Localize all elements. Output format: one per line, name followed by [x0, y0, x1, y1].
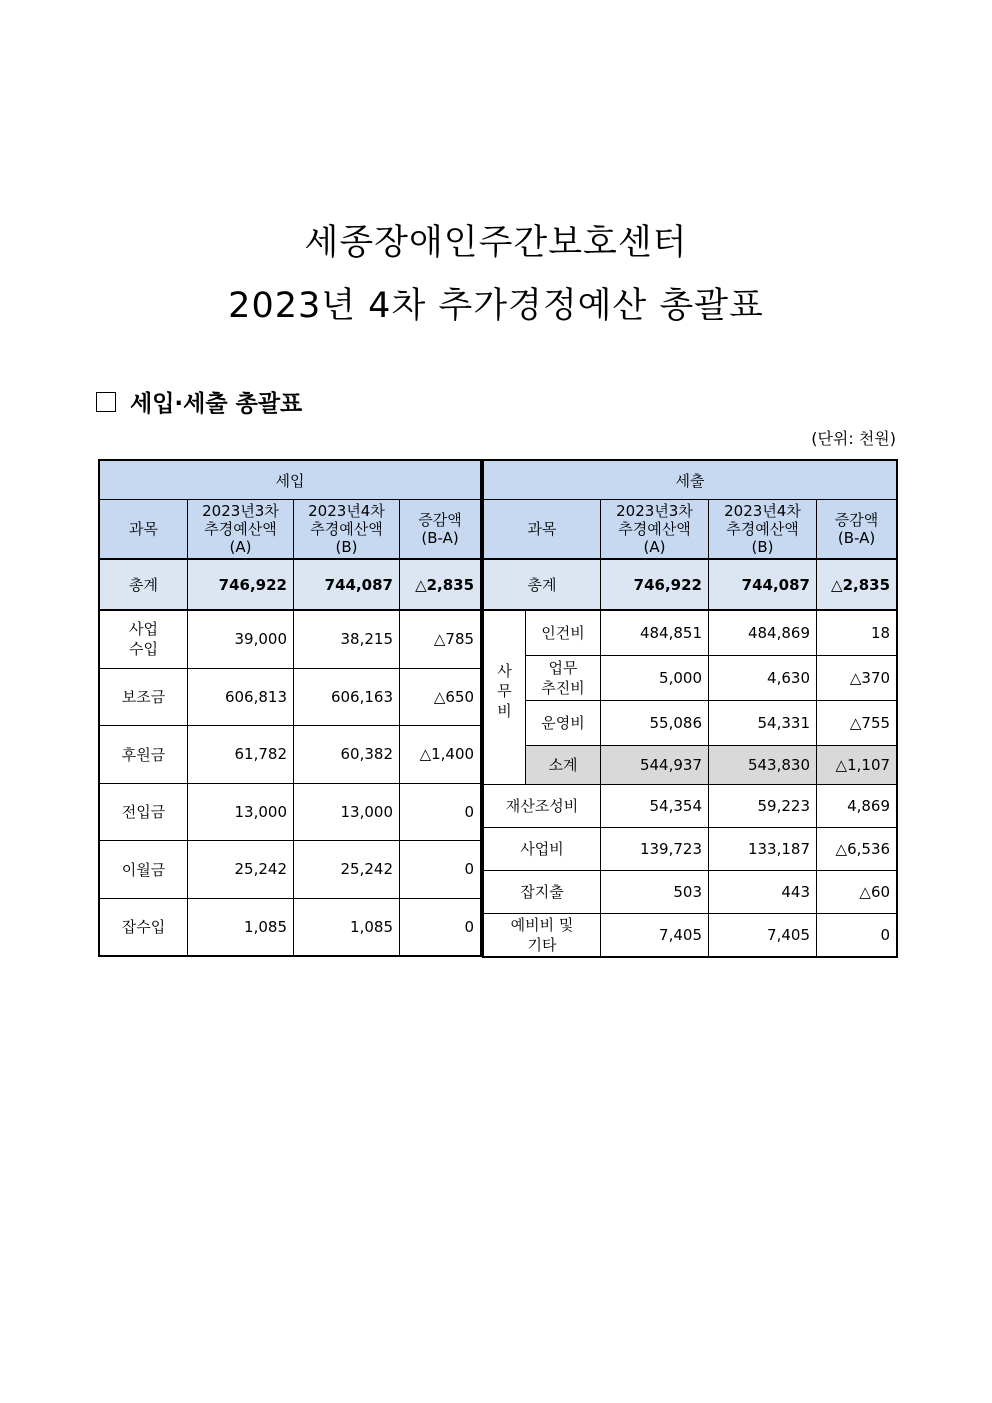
expense-row-label: 업무 추진비: [526, 655, 601, 700]
section-heading: [96, 385, 302, 418]
checkbox-square-icon: [96, 392, 116, 412]
income-table: [99, 460, 481, 956]
section-title: 세입·세출 총괄표: [130, 391, 303, 417]
expense-row-a: 139,723: [601, 827, 709, 870]
expense-row-diff: 4,869: [817, 784, 897, 827]
income-header-diff: 증감액 (B-A): [400, 500, 481, 560]
expense-row-b: 133,187: [709, 827, 817, 870]
income-row-b: 606,163: [294, 668, 400, 725]
income-row-diff: 0: [400, 898, 481, 955]
expense-row-b: 543,830: [709, 745, 817, 784]
table-row: [100, 610, 481, 668]
income-total-a: 746,922: [188, 559, 294, 610]
expense-row-diff: △60: [817, 870, 897, 913]
expense-total-diff: △2,835: [817, 559, 897, 610]
table-row: [100, 668, 481, 725]
income-row-a: 606,813: [188, 668, 294, 725]
unit-label: (단위: 천원): [811, 429, 896, 448]
income-total-label: 총계: [100, 559, 188, 610]
income-row-b: 38,215: [294, 610, 400, 668]
expense-row-b: 484,869: [709, 610, 817, 655]
table-row: [484, 913, 897, 956]
expense-row-a: 544,937: [601, 745, 709, 784]
table-row: [100, 898, 481, 955]
income-row-a: 39,000: [188, 610, 294, 668]
income-row-diff: △1,400: [400, 725, 481, 783]
expense-row-diff: △755: [817, 700, 897, 745]
expense-row-a: 5,000: [601, 655, 709, 700]
income-row-b: 13,000: [294, 783, 400, 840]
expense-header-diff: 증감액 (B-A): [817, 500, 897, 560]
table-row: [484, 827, 897, 870]
expense-row-a: 503: [601, 870, 709, 913]
income-row-diff: △785: [400, 610, 481, 668]
income-row-diff: 0: [400, 840, 481, 898]
income-row-a: 61,782: [188, 725, 294, 783]
income-total-row: [100, 559, 481, 610]
table-row: [100, 725, 481, 783]
income-header-item: 과목: [100, 500, 188, 560]
expense-row-a: 54,354: [601, 784, 709, 827]
expense-header-a: 2023년3차 추경예산액 (A): [601, 500, 709, 560]
expense-row-a: 55,086: [601, 700, 709, 745]
expense-row-b: 4,630: [709, 655, 817, 700]
income-row-b: 1,085: [294, 898, 400, 955]
subtotal-row: [484, 745, 897, 784]
income-row-label: 전입금: [100, 783, 188, 840]
table-row: [484, 700, 897, 745]
table-row: [100, 840, 481, 898]
expense-row-diff: △1,107: [817, 745, 897, 784]
expense-row-b: 443: [709, 870, 817, 913]
income-row-diff: 0: [400, 783, 481, 840]
expense-row-label: 잡지출: [484, 870, 601, 913]
page-subtitle: 2023년 4차 추가경정예산 총괄표: [228, 286, 764, 326]
income-row-a: 1,085: [188, 898, 294, 955]
table-row: [100, 783, 481, 840]
expense-header-item: 과목: [484, 500, 601, 560]
income-header-b: 2023년4차 추경예산액 (B): [294, 500, 400, 560]
expense-row-diff: △370: [817, 655, 897, 700]
expense-row-label: 사업비: [484, 827, 601, 870]
income-total-diff: △2,835: [400, 559, 481, 610]
income-row-b: 60,382: [294, 725, 400, 783]
income-header-a: 2023년3차 추경예산액 (A): [188, 500, 294, 560]
expense-row-label: 소계: [526, 745, 601, 784]
expense-row-label: 재산조성비: [484, 784, 601, 827]
income-row-label: 후원금: [100, 725, 188, 783]
expense-total-a: 746,922: [601, 559, 709, 610]
table-row: [484, 784, 897, 827]
expense-header-b: 2023년4차 추경예산액 (B): [709, 500, 817, 560]
income-row-diff: △650: [400, 668, 481, 725]
expense-caption: 세출: [484, 461, 897, 500]
expense-row-label: 인건비: [526, 610, 601, 655]
expense-total-label: 총계: [484, 559, 601, 610]
income-total-b: 744,087: [294, 559, 400, 610]
expense-total-b: 744,087: [709, 559, 817, 610]
income-caption: 세입: [100, 461, 481, 500]
expense-row-b: 54,331: [709, 700, 817, 745]
income-row-a: 13,000: [188, 783, 294, 840]
expense-row-a: 7,405: [601, 913, 709, 956]
expense-total-row: [484, 559, 897, 610]
income-row-label: 이월금: [100, 840, 188, 898]
expense-row-diff: 18: [817, 610, 897, 655]
expense-row-b: 59,223: [709, 784, 817, 827]
expense-row-diff: 0: [817, 913, 897, 956]
income-row-label: 잡수입: [100, 898, 188, 955]
expense-row-diff: △6,536: [817, 827, 897, 870]
table-row: [484, 870, 897, 913]
income-row-b: 25,242: [294, 840, 400, 898]
income-row-a: 25,242: [188, 840, 294, 898]
expense-row-b: 7,405: [709, 913, 817, 956]
expense-group-label: 사 무 비: [484, 610, 526, 784]
income-row-label: 사업 수입: [100, 610, 188, 668]
expense-row-label: 예비비 및 기타: [484, 913, 601, 956]
income-row-label: 보조금: [100, 668, 188, 725]
table-row: [484, 655, 897, 700]
expense-row-a: 484,851: [601, 610, 709, 655]
expense-row-label: 운영비: [526, 700, 601, 745]
table-row: [484, 610, 897, 655]
page-title: 세종장애인주간보호센터: [304, 223, 688, 263]
expense-table: [483, 460, 897, 957]
